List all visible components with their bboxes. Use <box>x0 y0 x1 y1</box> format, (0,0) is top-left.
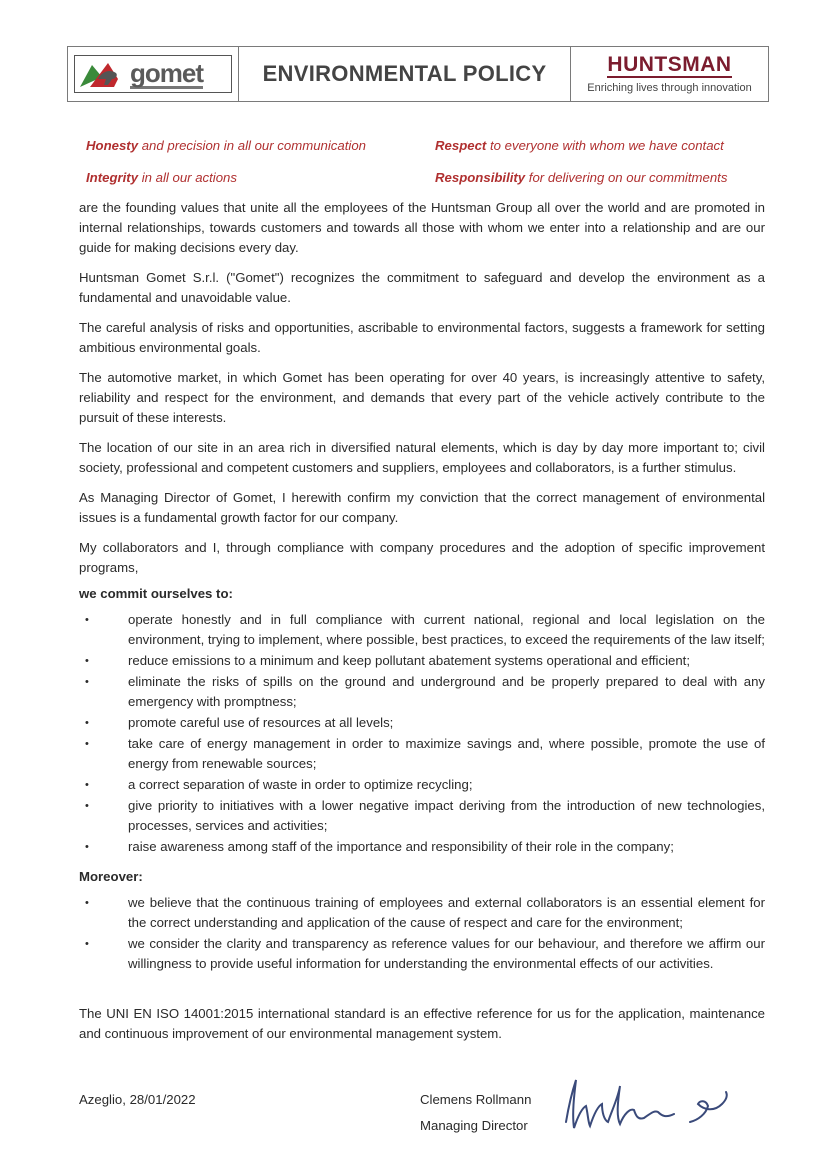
policy-body <box>79 198 765 1054</box>
moreover-list <box>79 893 765 974</box>
list-item <box>79 893 765 933</box>
bullet-icon: • <box>85 800 89 812</box>
value-lead: Honesty <box>86 138 139 153</box>
paragraph: The automotive market, in which Gomet has been operating for over 40 years, is increasingly attentive to safety, reliability and respect for the environment, and demands that every part of the vehicle actively contribute to the pursuit of these interests. <box>79 370 765 425</box>
bullet-icon: • <box>85 938 89 950</box>
bullet-icon: • <box>85 614 89 626</box>
list-item <box>79 672 765 712</box>
bullet-icon: • <box>85 841 89 853</box>
commitments-list <box>79 610 765 857</box>
value-text: and precision in all our communication <box>138 138 366 153</box>
letterhead <box>67 46 769 102</box>
list-item <box>79 837 765 857</box>
list-item-text: operate honestly and in full compliance with current national, regional and local legislation on the environment, trying to implement, where possible, best practices, to exceed the requirements of the law itself; <box>128 612 765 647</box>
paragraph: Huntsman Gomet S.r.l. ("Gomet") recognizes the commitment to safeguard and develop the environment as a fundamental and unavoidable value. <box>79 270 765 305</box>
list-item <box>79 734 765 774</box>
bullet-icon: • <box>85 779 89 791</box>
huntsman-wordmark: HUNTSMAN <box>607 53 732 76</box>
list-item-text: give priority to initiatives with a lower negative impact deriving from the introduction of new technologies, processes, services and activities; <box>128 798 765 833</box>
huntsman-logo-cell <box>571 47 768 101</box>
value-text: in all our actions <box>138 170 237 185</box>
handwritten-signature <box>558 1070 748 1140</box>
signer-name: Clemens Rollmann <box>420 1092 532 1107</box>
bullet-icon: • <box>85 738 89 750</box>
value-responsibility <box>435 170 727 185</box>
bullet-icon: • <box>85 717 89 729</box>
list-item <box>79 651 765 671</box>
gomet-logo <box>74 55 232 93</box>
list-item-text: a correct separation of waste in order to optimize recycling; <box>128 777 473 792</box>
paragraph: My collaborators and I, through compliance with company procedures and the adoption of specific improvement programs, <box>79 540 765 575</box>
list-item-text: we consider the clarity and transparency as reference values for our behaviour, and therefore we affirm our willingness to provide useful information for understanding the environmental effects of our activities. <box>128 936 765 971</box>
paragraph: The location of our site in an area rich in diversified natural elements, which is day by day more important to; civil society, professional and competent customers and suppliers, employees and collaborators, is a further stimulus. <box>79 440 765 475</box>
gomet-logo-cell <box>68 47 239 101</box>
bullet-icon: • <box>85 655 89 667</box>
value-honesty <box>86 138 366 153</box>
paragraph: are the founding values that unite all the employees of the Huntsman Group all over the world and are promoted in internal relationships, towards customers and towards all those with whom we enter into a relationship and are our guide for making decisions every day. <box>79 200 765 255</box>
signer-role: Managing Director <box>420 1118 528 1133</box>
list-item <box>79 934 765 974</box>
value-respect <box>435 138 724 153</box>
value-lead: Responsibility <box>435 170 526 185</box>
list-item <box>79 775 765 795</box>
page-title: ENVIRONMENTAL POLICY <box>262 61 547 86</box>
list-item-text: we believe that the continuous training of employees and external collaborators is an essential element for the correct understanding and application of the cause of respect and care for the environment; <box>128 895 765 930</box>
title-cell <box>239 47 571 101</box>
value-integrity <box>86 170 237 185</box>
closing-paragraph: The UNI EN ISO 14001:2015 international standard is an effective reference for us for the application, maintenance and continuous improvement of our environmental management system. <box>79 1006 765 1041</box>
list-item-text: promote careful use of resources at all levels; <box>128 715 394 730</box>
commitments-heading: we commit ourselves to: <box>79 586 233 601</box>
list-item-text: reduce emissions to a minimum and keep pollutant abatement systems operational and efficient; <box>128 653 691 668</box>
list-item <box>79 610 765 650</box>
value-text: for delivering on our commitments <box>525 170 728 185</box>
bullet-icon: • <box>85 897 89 909</box>
value-text: to everyone with whom we have contact <box>486 138 724 153</box>
value-lead: Respect <box>435 138 487 153</box>
place-date: Azeglio, 28/01/2022 <box>79 1092 196 1107</box>
moreover-heading: Moreover: <box>79 869 143 884</box>
list-item-text: take care of energy management in order to maximize savings and, where possible, promote the use of energy from renewable sources; <box>128 736 765 771</box>
value-lead: Integrity <box>86 170 139 185</box>
paragraph: As Managing Director of Gomet, I herewith confirm my conviction that the correct management of environmental issues is a fundamental growth factor for our company. <box>79 490 765 525</box>
huntsman-tagline: Enriching lives through innovation <box>587 82 752 94</box>
list-item <box>79 796 765 836</box>
gomet-kangaroo-icon <box>78 59 126 89</box>
list-item <box>79 713 765 733</box>
bullet-icon: • <box>85 676 89 688</box>
gomet-wordmark: gomet <box>130 57 203 88</box>
list-item-text: eliminate the risks of spills on the ground and underground and be properly prepared to deal with any emergency with promptness; <box>128 674 765 709</box>
list-item-text: raise awareness among staff of the importance and responsibility of their role in the company; <box>128 839 674 854</box>
paragraph: The careful analysis of risks and opportunities, ascribable to environmental factors, suggests a framework for setting ambitious environmental goals. <box>79 320 765 355</box>
